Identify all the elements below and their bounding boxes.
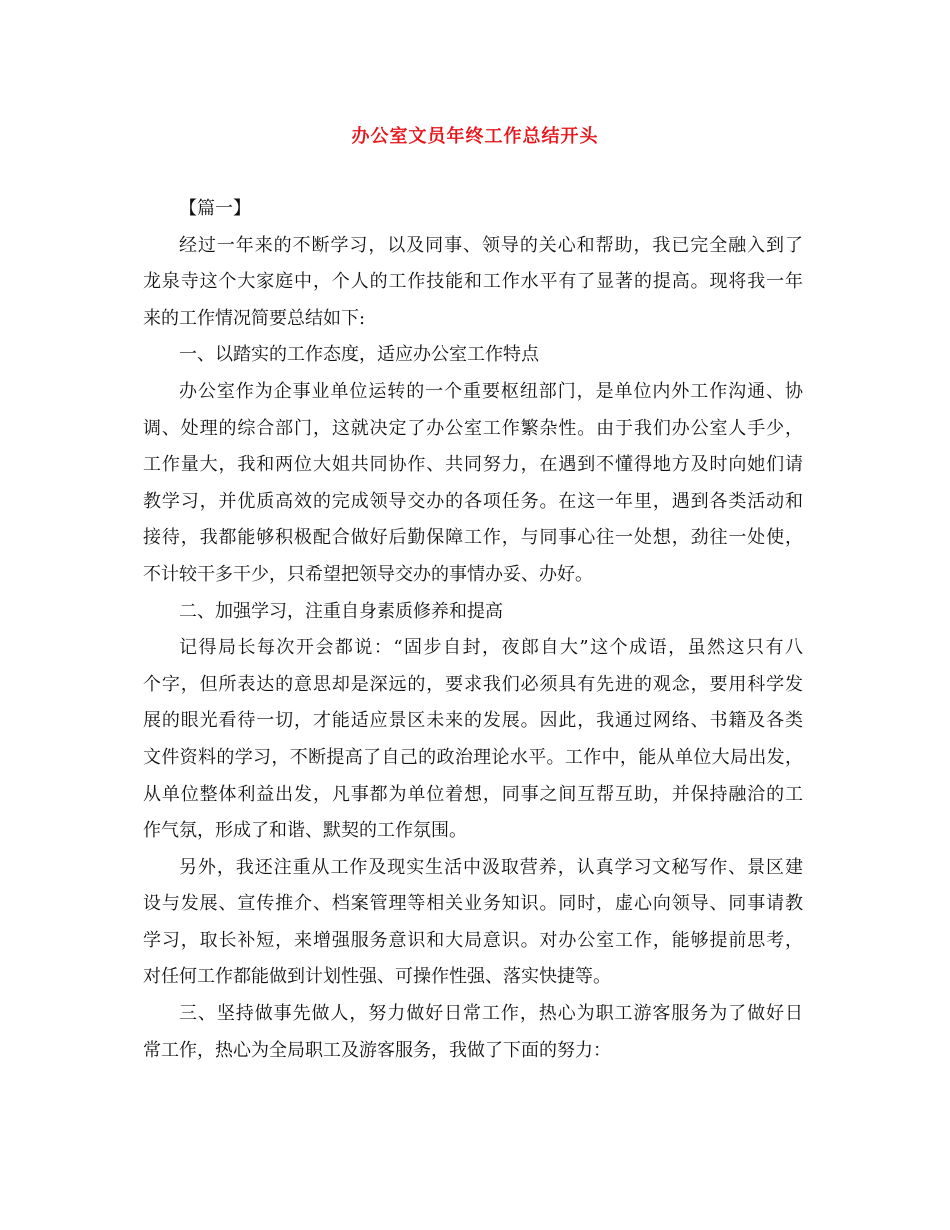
text-line: 展的眼光看待一切，才能适应景区未来的发展。因此，我通过网络、书籍及各类 — [143, 710, 803, 732]
text-line: 【篇一】 — [179, 198, 251, 219]
text-line: 工作量大，我和两位大姐共同协作、共同努力，在遇到不懂得地方及时向她们请 — [143, 454, 803, 476]
text-line: 办公室作为企事业单位运转的一个重要枢纽部门，是单位内外工作沟通、协 — [179, 380, 803, 402]
text-line: 设与发展、宣传推介、档案管理等相关业务知识。同时，虚心向领导、同事请教 — [143, 893, 803, 915]
text-line: 文件资料的学习，不断提高了自己的政治理论水平。工作中，能从单位大局出发， — [143, 746, 803, 768]
document-body — [143, 196, 803, 1074]
text-line: 一、以踏实的工作态度，适应办公室工作特点 — [179, 344, 539, 366]
text-line: 调、处理的综合部门，这就决定了办公室工作繁杂性。由于我们办公室人手少， — [143, 417, 803, 439]
text-line: 另外，我还注重从工作及现实生活中汲取营养，认真学习文秘写作、景区建 — [179, 856, 803, 878]
document-title: 办公室文员年终工作总结开头 — [351, 126, 599, 147]
text-line: 作气氛，形成了和谐、默契的工作氛围。 — [143, 820, 467, 842]
text-line: 对任何工作都能做到计划性强、可操作性强、落实快捷等。 — [143, 966, 611, 988]
text-line: 龙泉寺这个大家庭中，个人的工作技能和工作水平有了显著的提高。现将我一年 — [143, 271, 803, 293]
text-line: 学习，取长补短，来增强服务意识和大局意识。对办公室工作，能够提前思考， — [143, 929, 803, 951]
text-line: 从单位整体利益出发，凡事都为单位着想，同事之间互帮互助，并保持融洽的工 — [143, 783, 803, 805]
text-line: 二、加强学习，注重自身素质修养和提高 — [179, 600, 503, 622]
text-line: 接待，我都能够积极配合做好后勤保障工作，与同事心往一处想，劲往一处使， — [143, 527, 803, 549]
text-line: 个字，但所表达的意思却是深远的，要求我们必须具有先进的观念，要用科学发 — [143, 673, 803, 695]
text-line: 三、坚持做事先做人，努力做好日常工作，热心为职工游客服务为了做好日 — [179, 1003, 803, 1025]
text-line: 记得局长每次开会都说：“固步自封，夜郎自大”这个成语，虽然这只有八 — [179, 637, 803, 659]
text-line: 经过一年来的不断学习，以及同事、领导的关心和帮助，我已完全融入到了 — [179, 234, 803, 256]
text-line: 教学习，并优质高效的完成领导交办的各项任务。在这一年里，遇到各类活动和 — [143, 490, 803, 512]
text-line: 来的工作情况简要总结如下: — [143, 307, 366, 329]
text-line: 常工作，热心为全局职工及游客服务，我做了下面的努力： — [143, 1039, 611, 1061]
text-line: 不计较干多干少，只希望把领导交办的事情办妥、办好。 — [143, 563, 593, 585]
